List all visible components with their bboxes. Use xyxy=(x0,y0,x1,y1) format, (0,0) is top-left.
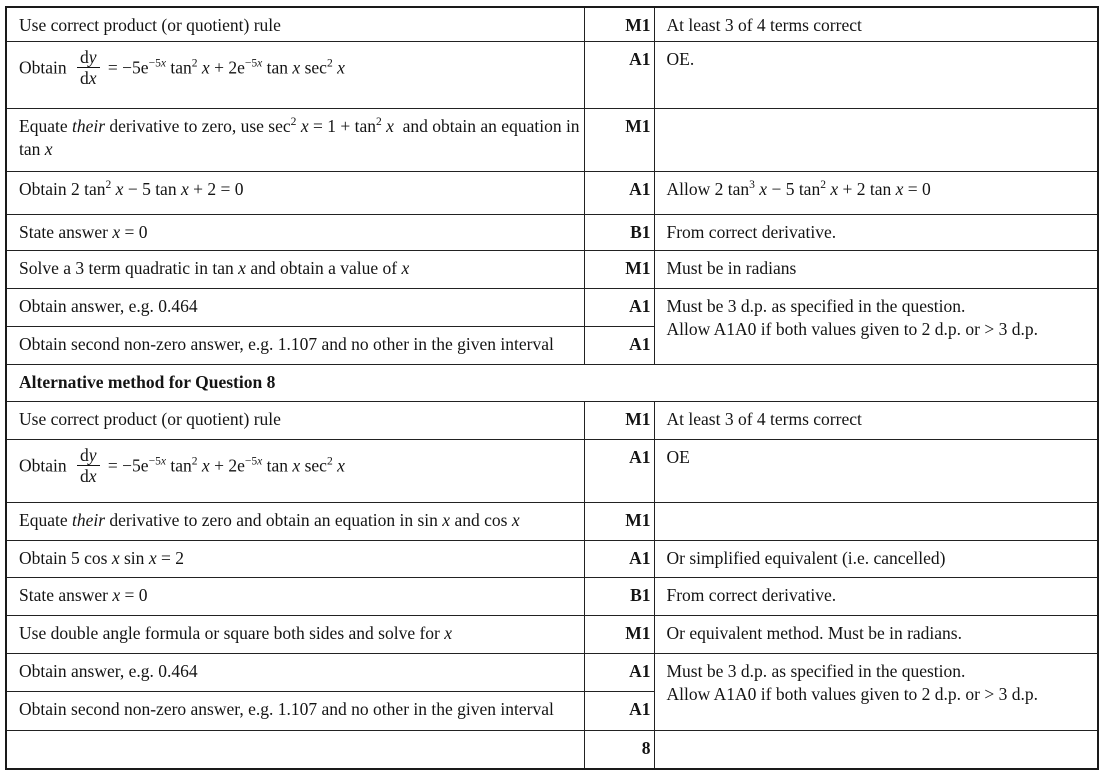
step-description-cell: Equate their derivative to zero, use $\sec^2 x = 1 + \tan^2 x$ and obtain an equation in tan x xyxy=(6,108,584,171)
comment-cell xyxy=(654,502,1098,540)
mark-scheme-row xyxy=(6,615,1098,653)
mark-scheme-row xyxy=(6,108,1098,171)
mark-scheme-row xyxy=(6,540,1098,577)
step-description-cell: Equate their derivative to zero and obtain an equation in sin x and cos x xyxy=(6,502,584,540)
comment-cell: OE. xyxy=(654,41,1098,108)
mark-cell: M1 xyxy=(584,108,654,171)
comment-cell: Must be in radians xyxy=(654,250,1098,288)
step-description-cell: Use correct product (or quotient) rule xyxy=(6,401,584,439)
mark-scheme-row xyxy=(6,439,1098,502)
step-description-cell: Obtain answer, e.g. 0.464 xyxy=(6,288,584,326)
mark-cell: M1 xyxy=(584,7,654,41)
comment-cell xyxy=(654,108,1098,171)
mark-scheme-row xyxy=(6,502,1098,540)
mark-cell: A1 xyxy=(584,171,654,214)
total-marks-cell: 8 xyxy=(584,730,654,769)
comment-cell-merged: Must be 3 d.p. as specified in the question. Allow A1A0 if both values given to 2 d.p. or > 3 d.p. xyxy=(654,653,1098,730)
mark-cell: A1 xyxy=(584,653,654,691)
mark-scheme-table xyxy=(5,6,1099,770)
mark-cell: A1 xyxy=(584,41,654,108)
step-description-cell: Solve a 3 term quadratic in tan x and obtain a value of x xyxy=(6,250,584,288)
comment-cell: From correct derivative. xyxy=(654,577,1098,615)
mark-scheme-row xyxy=(6,7,1098,41)
step-description-cell: State answer x = 0 xyxy=(6,577,584,615)
step-description-cell: Obtain second non-zero answer, e.g. 1.107 and no other in the given interval xyxy=(6,326,584,364)
comment-cell: At least 3 of 4 terms correct xyxy=(654,7,1098,41)
comment-cell: From correct derivative. xyxy=(654,214,1098,250)
mark-cell: A1 xyxy=(584,326,654,364)
comment-cell: OE xyxy=(654,439,1098,502)
step-description-cell: Use double angle formula or square both sides and solve for x xyxy=(6,615,584,653)
step-description-cell: Use correct product (or quotient) rule xyxy=(6,7,584,41)
mark-cell: B1 xyxy=(584,214,654,250)
step-description-cell: State answer x = 0 xyxy=(6,214,584,250)
comment-cell-merged: Must be 3 d.p. as specified in the question. Allow A1A0 if both values given to 2 d.p. or > 3 d.p. xyxy=(654,288,1098,364)
step-description-cell: Obtain 5 cos x sin x = 2 xyxy=(6,540,584,577)
comment-cell: Or equivalent method. Must be in radians. xyxy=(654,615,1098,653)
comment-cell xyxy=(654,730,1098,769)
comment-cell: Or simplified equivalent (i.e. cancelled) xyxy=(654,540,1098,577)
alternative-method-header: Alternative method for Question 8 xyxy=(6,364,1098,401)
comment-cell: Allow 2 $\tan^3 x - 5$ $\tan^2 x + 2$ tan x = 0 xyxy=(654,171,1098,214)
mark-scheme-row xyxy=(6,214,1098,250)
mark-cell: B1 xyxy=(584,577,654,615)
mark-cell: A1 xyxy=(584,288,654,326)
mark-cell: M1 xyxy=(584,502,654,540)
mark-scheme-row xyxy=(6,41,1098,108)
mark-scheme-row xyxy=(6,171,1098,214)
mark-cell: A1 xyxy=(584,439,654,502)
step-description-cell: Obtain $\frac{dy}{dx}$ = $-5e^{-5x}$ $\tan^2 x + 2e^{-5x}$ tan x $\sec^2 x$ xyxy=(6,41,584,108)
mark-scheme-row xyxy=(6,653,1098,691)
mark-cell: M1 xyxy=(584,615,654,653)
step-description-cell: Obtain 2 $\tan^2 x - 5$ tan x + 2 = 0 xyxy=(6,171,584,214)
mark-scheme-row xyxy=(6,288,1098,326)
mark-cell: A1 xyxy=(584,540,654,577)
mark-cell: M1 xyxy=(584,250,654,288)
step-description-cell xyxy=(6,730,584,769)
step-description-cell: Obtain second non-zero answer, e.g. 1.107 and no other in the given interval xyxy=(6,691,584,730)
mark-scheme-row xyxy=(6,250,1098,288)
step-description-cell: Obtain answer, e.g. 0.464 xyxy=(6,653,584,691)
mark-scheme-row xyxy=(6,401,1098,439)
mark-cell: A1 xyxy=(584,691,654,730)
total-marks-row xyxy=(6,730,1098,769)
alternative-method-header-row xyxy=(6,364,1098,401)
mark-cell: M1 xyxy=(584,401,654,439)
mark-scheme-row xyxy=(6,577,1098,615)
comment-cell: At least 3 of 4 terms correct xyxy=(654,401,1098,439)
step-description-cell: Obtain $\frac{dy}{dx}$ = $-5e^{-5x}$ $\tan^2 x + 2e^{-5x}$ tan x $\sec^2 x$ xyxy=(6,439,584,502)
